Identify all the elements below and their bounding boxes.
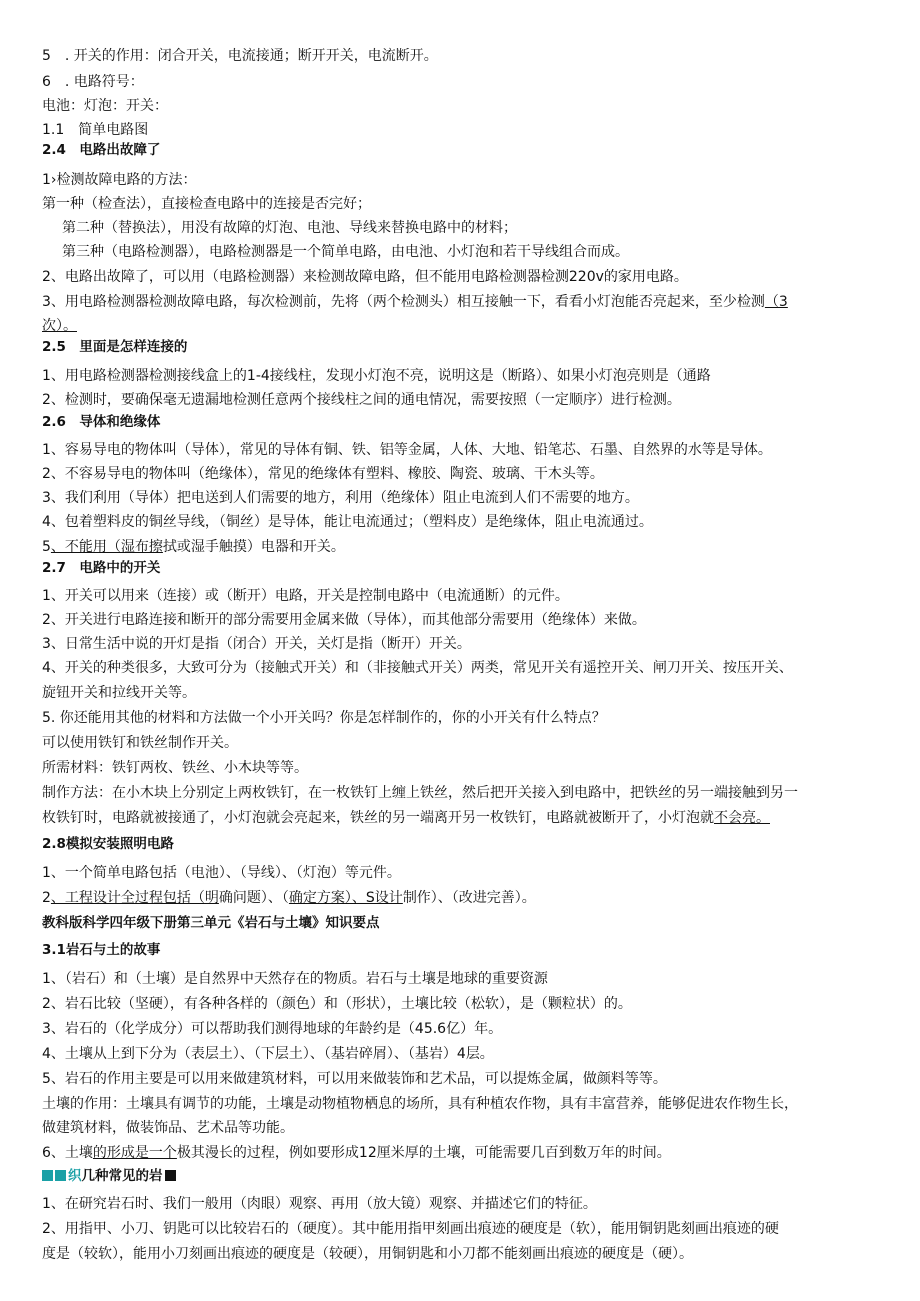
text-line: 5. 你还能用其他的材料和方法做一个小开关吗？你是怎样制作的，你的小开关有什么特点？	[42, 710, 606, 726]
section-heading: 2.7 电路中的开关	[42, 560, 161, 576]
underlined-text: 确定方案）、S设计	[288, 890, 403, 906]
text-line: 2、电路出故障了，可以用（电路检测器）来检测故障电路，但不能用电路检测器检测220v的家用电路。	[42, 269, 688, 285]
text-line: 1、一个简单电路包括（电池）、（导线）、（灯泡）等元件。	[42, 865, 401, 881]
text-line: 4、开关的种类很多，大致可分为（接触式开关）和（非接触式开关）两类，常见开关有遥控开关、闸刀开关、按压开关、	[42, 660, 793, 676]
text-line: 2、用指甲、小刀、钥匙可以比较岩石的（硬度）。其中能用指甲刻画出痕迹的硬度是（软），能用铜钥匙刻画出痕迹的硬	[42, 1221, 779, 1237]
text-span: 3、用电路检测器检测故障电路，每次检测前，先将（两个检测头）相互接触一下，看看小灯泡能否亮起来，至少检测	[42, 294, 765, 310]
underlined-text: 次）。	[42, 318, 77, 334]
text-line: 制作方法：在小木块上分别定上两枚铁钉，在一枚铁钉上缠上铁丝，然后把开关接入到电路中，把铁丝的另一端接触到另一	[42, 785, 798, 801]
underlined-text: 不会亮。	[714, 810, 770, 826]
text-line: 5、岩石的作用主要是可以用来做建筑材料，可以用来做装饰和艺术品，可以提炼金属，做颜料等等。	[42, 1071, 667, 1087]
text-line: 所需材料：铁钉两枚、铁丝、小木块等等。	[42, 760, 308, 776]
text-line: 2、检测时，要确保毫无遗漏地检测任意两个接线柱之间的通电情况，需要按照（一定顺序）进行检测。	[42, 392, 681, 408]
garbled-text: 织	[68, 1168, 82, 1184]
underlined-text: 、不能用（湿布擦	[50, 539, 163, 555]
heading-text: 几种常见的岩	[81, 1168, 163, 1184]
section-heading: 3.1岩石与土的故事	[42, 942, 161, 958]
text-span: 枚铁钉时，电路就被接通了，小灯泡就会亮起来，铁丝的另一端离开另一枚铁钉，电路就被断开了，小灯泡就	[42, 810, 714, 826]
text-line: 4、土壤从上到下分为（表层土）、（下层土）、（基岩碎屑）、（基岩）4层。	[42, 1046, 494, 1062]
text-line: 第二种（替换法），用没有故障的灯泡、电池、导线来替换电路中的材料；	[62, 220, 517, 236]
square-block-icon	[55, 1170, 66, 1181]
underlined-text: （3	[764, 294, 788, 310]
text-span: 极其漫长的过程，例如要形成12厘米厚的土壤，可能需要几百到数万年的时间。	[176, 1145, 671, 1161]
text-line: 可以使用铁钉和铁丝制作开关。	[42, 735, 238, 751]
underlined-text: 、工程设计全过程包括（明	[50, 890, 219, 906]
text-line: 2、不容易导电的物体叫（绝缘体），常见的绝缘体有塑料、橡胶、陶瓷、玻璃、干木头等。	[42, 466, 604, 482]
text-span: 拭或湿手触摸）电器和开关。	[162, 539, 345, 555]
text-line: 1、在研究岩石时、我们一般用（肉眼）观察、再用（放大镜）观察、并描述它们的特征。	[42, 1196, 597, 1212]
text-line: 1.1 简单电路图	[42, 122, 149, 138]
text-line: 4、包着塑料皮的铜丝导线，（铜丝）是导体，能让电流通过；（塑料皮）是绝缘体，阻止电流通过。	[42, 514, 653, 530]
text-line	[42, 1141, 878, 1165]
section-heading: 2.8模拟安装照明电路	[42, 836, 174, 852]
text-line	[42, 806, 878, 830]
text-span: 6、土壤	[42, 1145, 93, 1161]
section-heading: 2.6 导体和绝缘体	[42, 414, 161, 430]
text-line: 1、用电路检测器检测接线盒上的1-4接线柱，发现小灯泡不亮，说明这是（断路）、如果小灯泡亮则是（通路	[42, 368, 711, 384]
text-line: 旋钮开关和拉线开关等。	[42, 685, 196, 701]
text-line: 2、岩石比较（坚硬），有各种各样的（颜色）和（形状），土壤比较（松软），是（颗粒状）的。	[42, 996, 632, 1012]
text-line: 1、（岩石）和（土壤）是自然界中天然存在的物质。岩石与土壤是地球的重要资源	[42, 971, 548, 987]
text-line: 2、开关进行电路连接和断开的部分需要用金属来做（导体），而其他部分需要用（绝缘体）来做。	[42, 612, 646, 628]
section-heading: 2.5 里面是怎样连接的	[42, 339, 188, 355]
text-line: 第一种（检查法），直接检查电路中的连接是否完好；	[42, 196, 371, 212]
text-line: 1、开关可以用来（连接）或（断开）电路，开关是控制电路中（电流通断）的元件。	[42, 588, 569, 604]
text-line: 电池：灯泡：开关：	[42, 98, 168, 114]
text-line: 6 . 电路符号：	[42, 74, 144, 90]
section-heading: 2.4 电路出故障了	[42, 142, 161, 158]
section-heading	[42, 1164, 878, 1188]
text-line: 3、岩石的（化学成分）可以帮助我们测得地球的年龄约是（45.6亿）年。	[42, 1021, 503, 1037]
text-line	[42, 886, 878, 910]
square-block-icon	[165, 1170, 176, 1181]
text-line: 5 . 开关的作用：闭合开关，电流接通；断开开关，电流断开。	[42, 48, 438, 64]
text-line: 1›检测故障电路的方法：	[42, 172, 197, 188]
text-paragraph	[42, 290, 878, 338]
text-span: 2	[42, 890, 51, 906]
text-span: 5	[42, 539, 51, 555]
text-line: 土壤的作用：土壤具有调节的功能，土壤是动物植物栖息的场所，具有种植农作物，具有丰富营养，能够促进农作物生长，	[42, 1096, 798, 1112]
text-line: 度是（较软），能用小刀刻画出痕迹的硬度是（较硬），用铜钥匙和小刀都不能刻画出痕迹的硬度是（硬）。	[42, 1246, 693, 1262]
text-line: 做建筑材料，做装饰品、艺术品等功能。	[42, 1120, 294, 1136]
unit-title: 教科版科学四年级下册第三单元《岩石与土壤》知识要点	[42, 915, 380, 931]
text-line: 1、容易导电的物体叫（导体），常见的导体有铜、铁、铝等金属，人体、大地、铅笔芯、石墨、自然界的水等是导体。	[42, 442, 772, 458]
underlined-text: 的形成是一个	[92, 1145, 177, 1161]
text-span: 确问题）、（	[218, 890, 289, 906]
text-line: 第三种（电路检测器），电路检测器是一个简单电路，由电池、小灯泡和若干导线组合而成。	[62, 244, 629, 260]
text-span: 制作）、（改进完善）。	[402, 890, 536, 906]
text-line: 3、我们利用（导体）把电送到人们需要的地方，利用（绝缘体）阻止电流到人们不需要的地方。	[42, 490, 639, 506]
square-block-icon	[42, 1170, 53, 1181]
text-line: 3、日常生活中说的开灯是指（闭合）开关，关灯是指（断开）开关。	[42, 636, 471, 652]
